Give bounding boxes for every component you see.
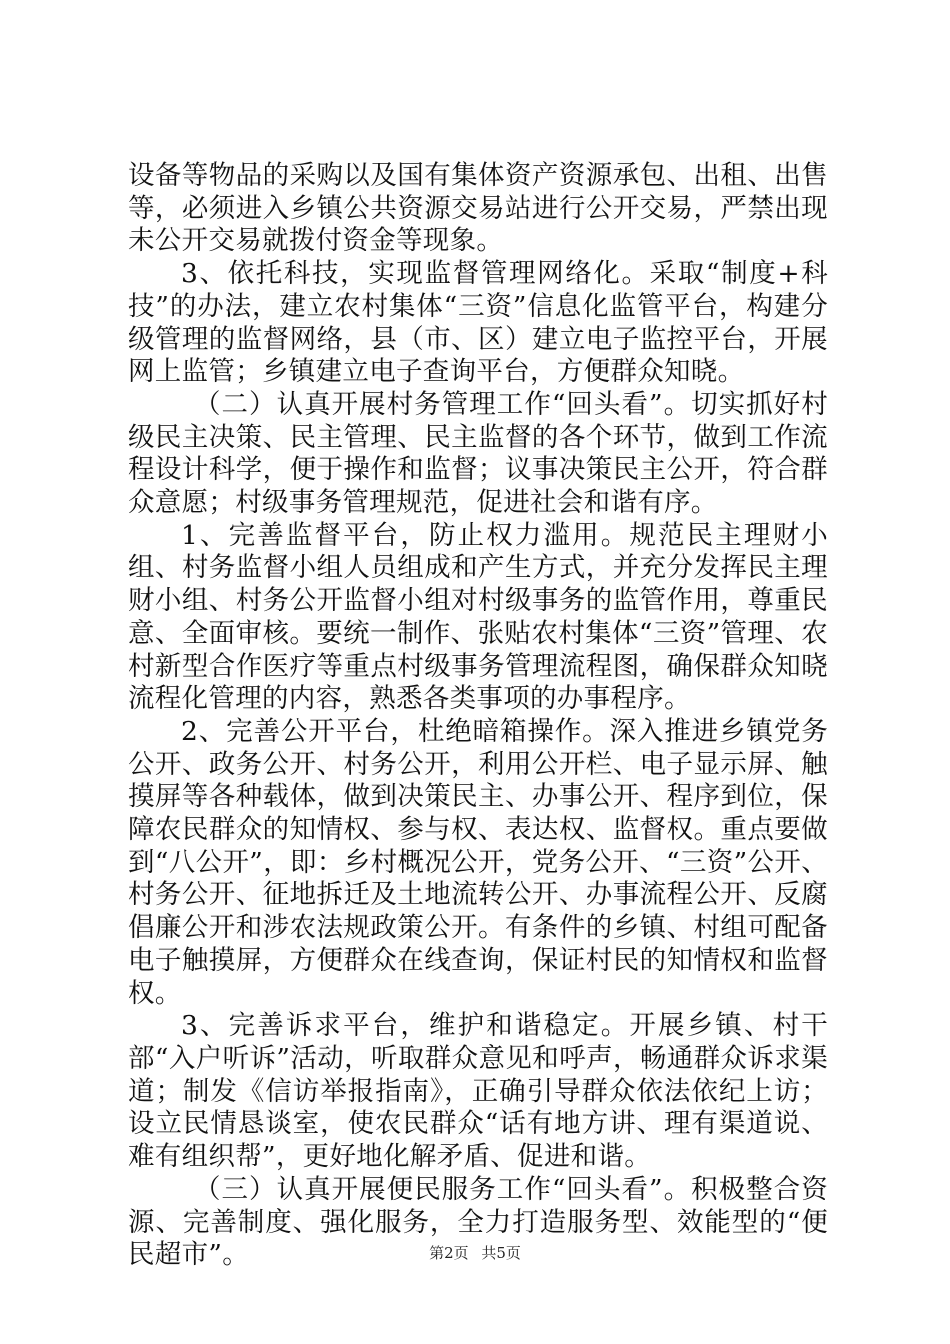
page-footer — [0, 1242, 950, 1263]
paragraph-7: （三）认真开展便民服务工作“回头看”。积极整合资源、完善制度、强化服务，全力打造服务型、效能型的“便民超市”。 — [128, 1173, 828, 1271]
page-number: 第2页 — [429, 1244, 469, 1262]
paragraph-3: （二）认真开展村务管理工作“回头看”。切实抓好村级民主决策、民主管理、民主监督的各个环节，做到工作流程设计科学，便于操作和监督；议事决策民主公开，符合群众意愿；村级事务管理规范，促进社会和谐有序。 — [128, 388, 828, 519]
page-total: 共5页 — [481, 1244, 521, 1262]
paragraph-2: 3、依托科技，实现监督管理网络化。采取“制度+科技”的办法，建立农村集体“三资”信息化监管平台，构建分级管理的监督网络，县（市、区）建立电子监控平台，开展网上监管；乡镇建立电子查询平台，方便群众知晓。 — [128, 258, 828, 388]
document-body — [128, 160, 828, 1272]
paragraph-1: 设备等物品的采购以及国有集体资产资源承包、出租、出售等，必须进入乡镇公共资源交易站进行公开交易，严禁出现未公开交易就拨付资金等现象。 — [128, 160, 828, 257]
paragraph-4: 1、完善监督平台，防止权力滥用。规范民主理财小组、村务监督小组人员组成和产生方式，并充分发挥民主理财小组、村务公开监督小组对村级事务的监管作用，尊重民意、全面审核。要统一制作、张贴农村集体“三资”管理、农村新型合作医疗等重点村级事务管理流程图，确保群众知晓流程化管理的内容，熟悉各类事项的办事程序。 — [128, 519, 828, 715]
paragraph-6: 3、完善诉求平台，维护和谐稳定。开展乡镇、村干部“入户听诉”活动，听取群众意见和呼声，畅通群众诉求渠道；制发《信访举报指南》，正确引导群众依法依纪上访；设立民情恳谈室，使农民群众“话有地方讲、理有渠道说、难有组织帮”，更好地化解矛盾、促进和谐。 — [128, 1010, 828, 1173]
paragraph-5: 2、完善公开平台，杜绝暗箱操作。深入推进乡镇党务公开、政务公开、村务公开，利用公开栏、电子显示屏、触摸屏等各种载体，做到决策民主、办事公开、程序到位，保障农民群众的知情权、参与权、表达权、监督权。重点要做到“八公开”，即：乡村概况公开，党务公开、“三资”公开、村务公开、征地拆迁及土地流转公开、办事流程公开、反腐倡廉公开和涉农法规政策公开。有条件的乡镇、村组可配备电子触摸屏，方便群众在线查询，保证村民的知情权和监督权。 — [128, 715, 828, 1009]
